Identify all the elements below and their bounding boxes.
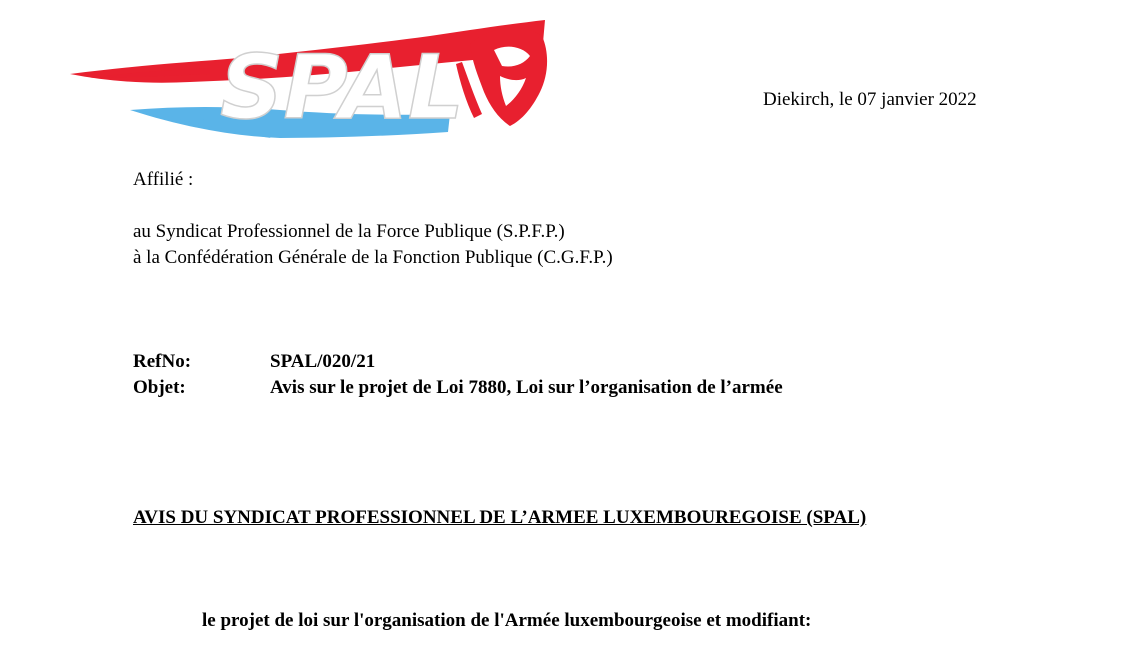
affiliation-label: Affilié : (133, 169, 194, 190)
letter-date: Diekirch, le 07 janvier 2022 (763, 89, 977, 110)
intro-text: le projet de loi sur l'organisation de l'Armée luxembourgeoise et modifiant: (202, 610, 812, 631)
refno-value: SPAL/020/21 (270, 351, 376, 372)
spal-logo (70, 14, 550, 148)
affiliation-line-spfp: au Syndicat Professionnel de la Force Publique (S.P.F.P.) (133, 221, 565, 242)
affiliation-line-cgfp: à la Confédération Générale de la Fonction Publique (C.G.F.P.) (133, 247, 613, 268)
logo-text: SPAL (220, 36, 464, 139)
objet-value: Avis sur le projet de Loi 7880, Loi sur l’organisation de l’armée (270, 377, 783, 398)
refno-label: RefNo: (133, 351, 192, 372)
objet-label: Objet: (133, 377, 186, 398)
document-title: AVIS DU SYNDICAT PROFESSIONNEL DE L’ARMEE LUXEMBOUREGOISE (SPAL) (133, 507, 867, 528)
